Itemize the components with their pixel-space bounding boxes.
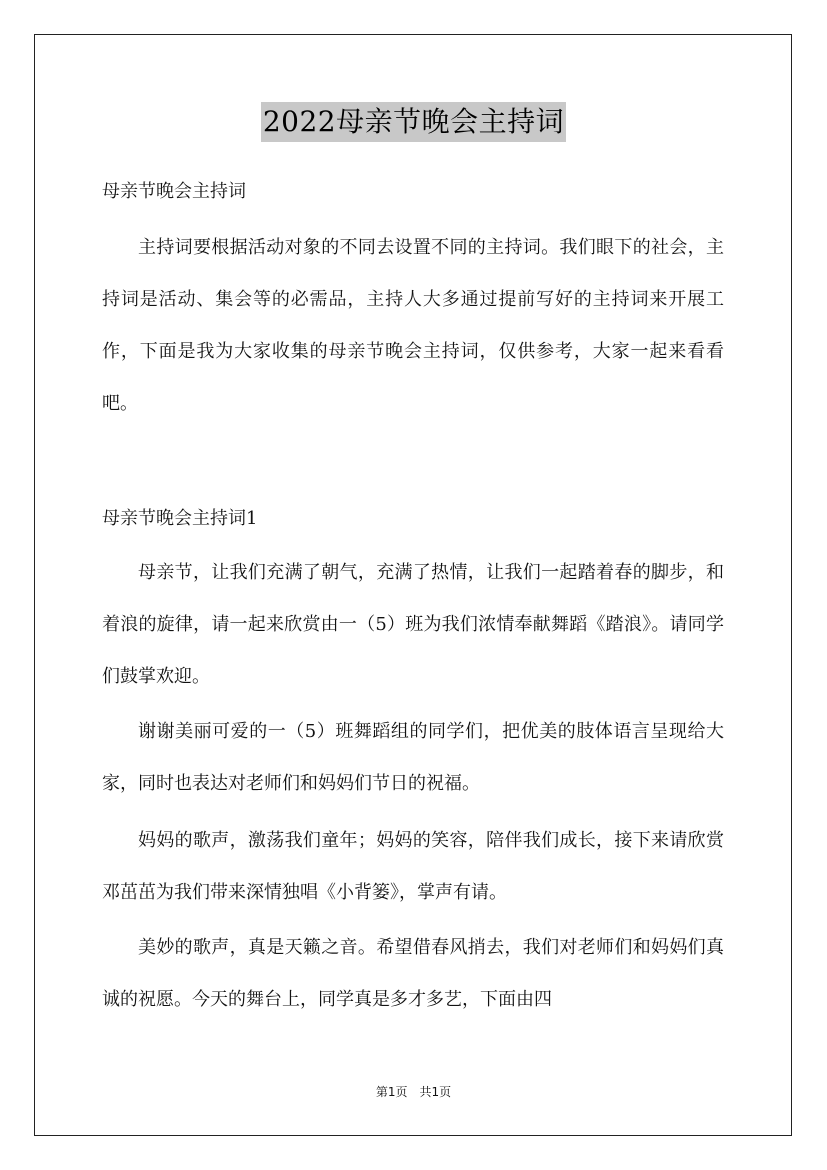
page-footer: 第1页 共1页 bbox=[375, 1085, 452, 1099]
intro-paragraph: 主持词要根据活动对象的不同去设置不同的主持词。我们眼下的社会，主持词是活动、集会等的必需品，主持人大多通过提前写好的主持词来开展工作，下面是我为大家收集的母亲节晚会主持词，仅供参考，大家一起来看看吧。 bbox=[102, 237, 724, 414]
body-paragraph-4: 美妙的歌声，真是天籁之音。希望借春风捎去，我们对老师们和妈妈们真诚的祝愿。今天的舞台上，同学真是多才多艺，下面由四 bbox=[102, 937, 724, 1010]
body-paragraph-3: 妈妈的歌声，激荡我们童年；妈妈的笑容，陪伴我们成长，接下来请欣赏邓茁茁为我们带来深情独唱《小背篓》，掌声有请。 bbox=[102, 830, 724, 903]
body-paragraph-2: 谢谢美丽可爱的一（5）班舞蹈组的同学们，把优美的肢体语言呈现给大家，同时也表达对老师们和妈妈们节日的祝福。 bbox=[102, 721, 724, 794]
title-container bbox=[0, 102, 827, 142]
document-title: 2022母亲节晚会主持词 bbox=[261, 102, 566, 142]
section-heading: 母亲节晚会主持词1 bbox=[102, 508, 258, 529]
body-paragraph-1: 母亲节，让我们充满了朝气，充满了热情，让我们一起踏着春的脚步，和着浪的旋律，请一起来欣赏由一（5）班为我们浓情奉献舞蹈《踏浪》。请同学们鼓掌欢迎。 bbox=[102, 562, 724, 687]
subheading: 母亲节晚会主持词 bbox=[102, 181, 246, 202]
